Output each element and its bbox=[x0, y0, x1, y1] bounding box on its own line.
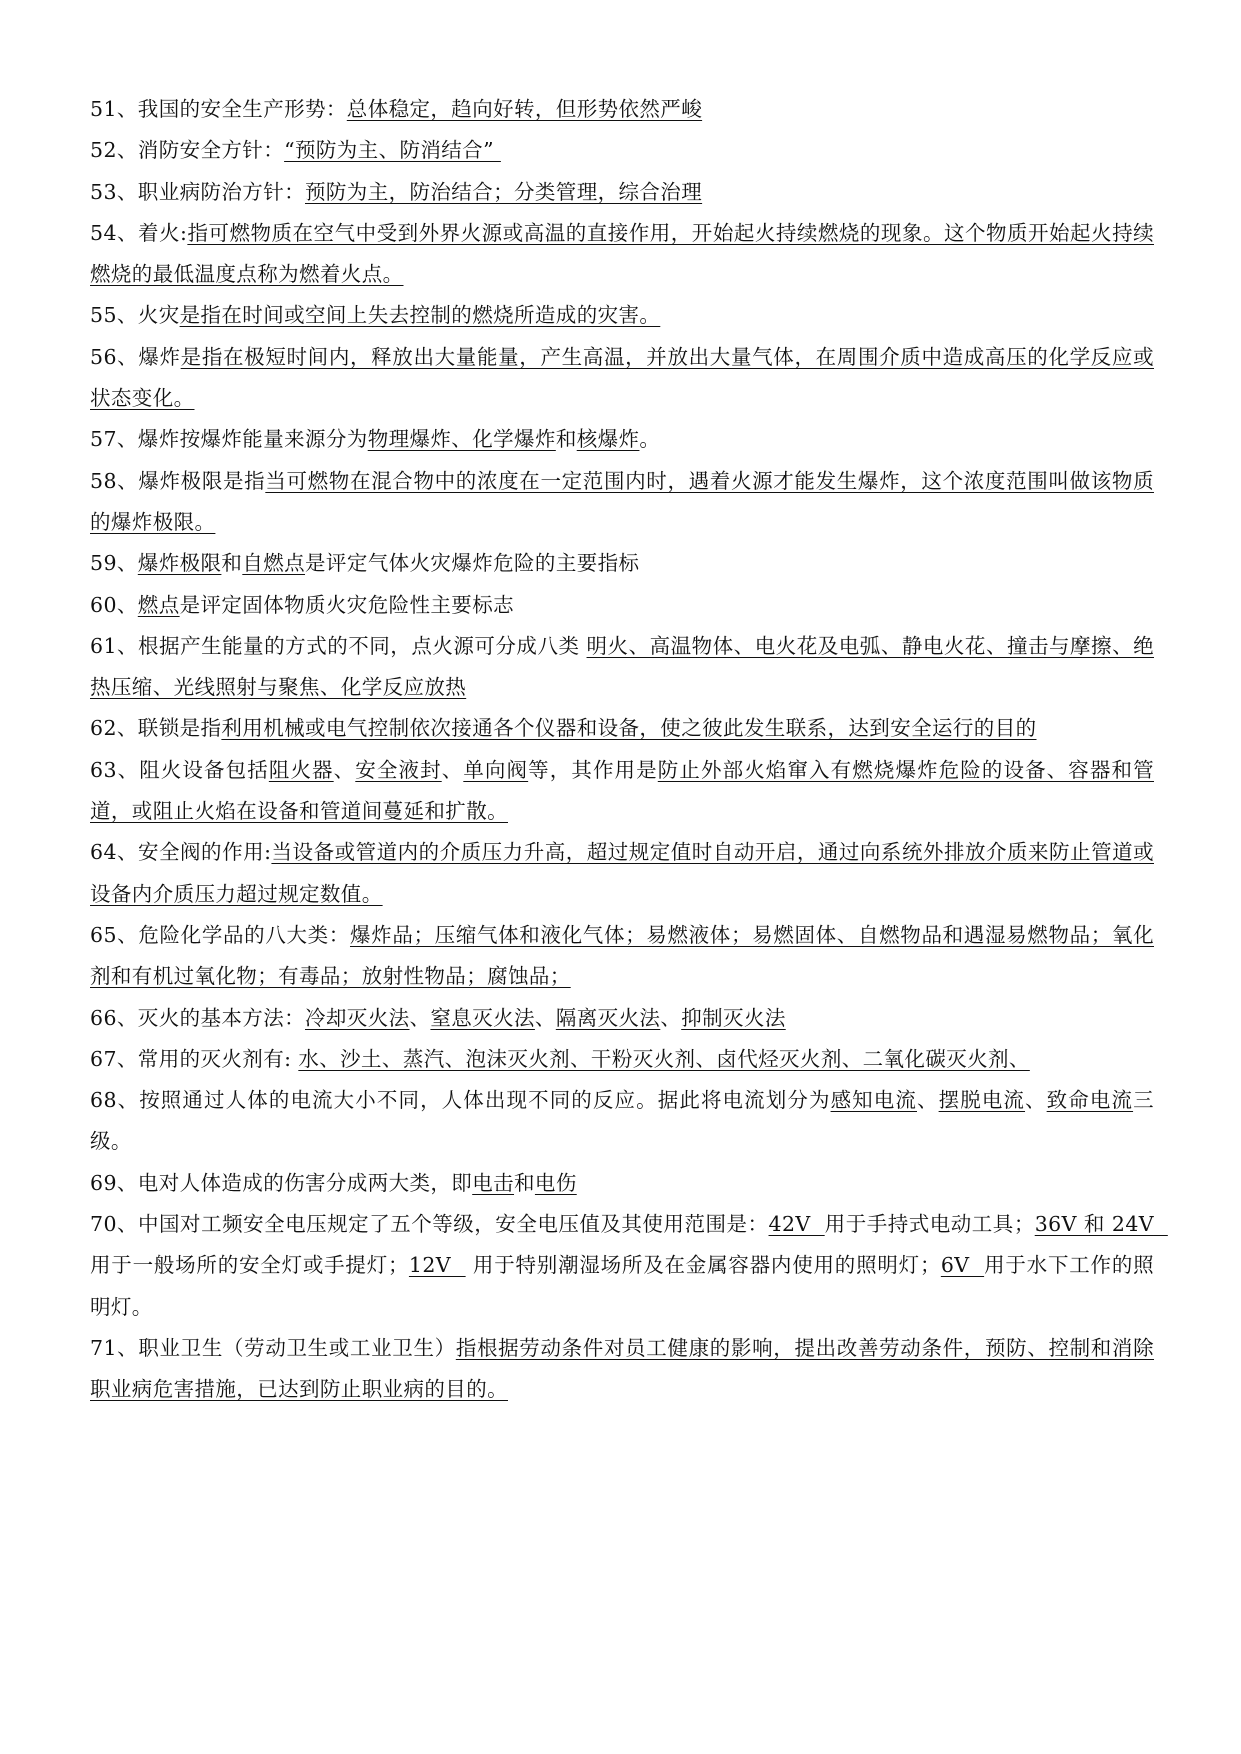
item-text: 、安全阀的作用: bbox=[116, 840, 272, 865]
item-text: 、常用的灭火剂有: bbox=[116, 1046, 299, 1071]
item-number: 51 bbox=[90, 97, 117, 121]
item-66 bbox=[90, 998, 1154, 1039]
item-59 bbox=[90, 543, 1154, 584]
item-67 bbox=[90, 1039, 1154, 1080]
item-text: 、 bbox=[116, 592, 138, 617]
item-text: 、我国的安全生产形势： bbox=[116, 97, 347, 121]
underlined-answer: 冷却灭火法 bbox=[305, 1005, 410, 1030]
item-text: 、爆炸按爆炸能量来源分为 bbox=[116, 427, 368, 452]
underlined-answer: 致命电流 bbox=[1046, 1088, 1134, 1113]
underlined-answer: 摆脱电流 bbox=[938, 1088, 1026, 1113]
underlined-answer: 自燃点 bbox=[242, 551, 306, 576]
item-text: 、 bbox=[333, 757, 356, 782]
underlined-answer: 预防为主，防治结合；分类管理，综合治理 bbox=[305, 179, 703, 204]
item-number: 63 bbox=[90, 757, 117, 782]
item-text: 三级。 bbox=[90, 1088, 1154, 1154]
underlined-answer: 当可燃物在混合物中的浓度在一定范围内时，遇着火源才能发生爆炸，这个浓度范围叫做该物质的爆炸极限。 bbox=[90, 468, 1154, 534]
item-number: 58 bbox=[90, 468, 117, 493]
item-69 bbox=[90, 1163, 1154, 1204]
item-number: 69 bbox=[90, 1170, 117, 1195]
item-text: 、电对人体造成的伤害分成两大类，即 bbox=[116, 1170, 473, 1195]
underlined-answer: 电击 bbox=[472, 1170, 515, 1195]
underlined-answer: 6V bbox=[940, 1253, 985, 1278]
item-55 bbox=[90, 295, 1154, 336]
item-text: 等，其作用是 bbox=[528, 757, 658, 782]
item-56 bbox=[90, 337, 1154, 420]
item-58 bbox=[90, 461, 1154, 544]
item-text: 用于手持式电动工具； bbox=[824, 1212, 1035, 1237]
item-number: 68 bbox=[90, 1088, 117, 1113]
item-51 bbox=[90, 89, 1154, 130]
item-62 bbox=[90, 708, 1154, 749]
item-number: 57 bbox=[90, 427, 117, 452]
item-text: 用于特别潮湿场所及在金属容器内使用的照明灯； bbox=[465, 1253, 941, 1278]
underlined-answer: 燃点 bbox=[137, 592, 180, 617]
item-60 bbox=[90, 585, 1154, 626]
item-text: 、爆炸 bbox=[116, 344, 181, 369]
item-text: 、着火: bbox=[116, 220, 188, 245]
item-number: 62 bbox=[90, 716, 117, 741]
item-number: 61 bbox=[90, 633, 117, 658]
item-number: 53 bbox=[90, 179, 117, 204]
item-text: 和 bbox=[514, 1170, 535, 1195]
item-text: 、职业病防治方针： bbox=[116, 179, 305, 204]
item-number: 67 bbox=[90, 1046, 117, 1071]
underlined-answer: 指可燃物质在空气中受到外界火源或高温的直接作用，开始起火持续燃烧的现象。这个物质开始起火持续燃烧的最低温度点称为燃着火点。 bbox=[90, 220, 1154, 287]
item-text: 、阻火设备包括 bbox=[116, 757, 269, 782]
underlined-answer: 是指在极短时间内，释放出大量能量，产生高温，并放出大量气体，在周围介质中造成高压的化学反应或状态变化。 bbox=[90, 344, 1154, 411]
item-text: 和 bbox=[555, 427, 577, 452]
item-text: 、火灾 bbox=[116, 303, 180, 328]
underlined-answer: 指根据劳动条件对员工健康的影响，提出改善劳动条件，预防、控制和消除职业病危害措施，已达到防止职业病的目的。 bbox=[90, 1335, 1155, 1402]
item-number: 70 bbox=[90, 1212, 117, 1237]
underlined-answer: 窒息灭火法 bbox=[430, 1005, 535, 1030]
item-52 bbox=[90, 130, 1154, 171]
item-text: 用于水下工作的照明灯。 bbox=[90, 1253, 1155, 1319]
underlined-answer: 感知电流 bbox=[830, 1088, 917, 1113]
underlined-answer: 爆炸品；压缩气体和液化气体；易燃液体；易燃固体、自燃物品和遇湿易燃物品；氧化剂和有机过氧化物；有毒品；放射性物品；腐蚀品； bbox=[90, 922, 1154, 989]
item-number: 54 bbox=[90, 220, 117, 245]
item-text: 、 bbox=[917, 1088, 939, 1113]
item-text: 、爆炸极限是指 bbox=[116, 468, 266, 493]
underlined-answer: 明火、高温物体、电火花及电弧、静电火花、撞击与摩擦、绝热压缩、光线照射与聚焦、化学反应放热 bbox=[90, 633, 1154, 700]
item-text: 、灭火的基本方法： bbox=[116, 1005, 305, 1030]
underlined-answer: 阻火器 bbox=[268, 757, 334, 782]
item-text: 、消防安全方针： bbox=[116, 138, 285, 163]
item-text: 、联锁是指 bbox=[116, 716, 222, 741]
item-number: 71 bbox=[90, 1335, 117, 1360]
underlined-answer: 42V bbox=[768, 1212, 825, 1237]
item-text: 、按照通过人体的电流大小不同，人体出现不同的反应。据此将电流划分为 bbox=[116, 1088, 831, 1113]
underlined-answer: 安全液封 bbox=[355, 757, 442, 782]
underlined-answer: 单向阀 bbox=[463, 757, 529, 782]
underlined-answer: 水、沙土、蒸汽、泡沫灭火剂、干粉灭火剂、卤代烃灭火剂、二氧化碳灭火剂、 bbox=[298, 1046, 1030, 1071]
underlined-answer: 防止外部火焰窜入有燃烧爆炸危险的设备、容器和管道，或阻止火焰在设备和管道间蔓延和扩散。 bbox=[90, 757, 1154, 824]
underlined-answer: 物理爆炸、化学爆炸 bbox=[367, 427, 556, 452]
item-text: 、 bbox=[116, 551, 138, 576]
item-71 bbox=[90, 1328, 1154, 1411]
item-text: 、根据产生能量的方式的不同，点火源可分成八类 bbox=[116, 633, 587, 658]
item-68 bbox=[90, 1080, 1154, 1163]
item-text: 、中国对工频安全电压规定了五个等级，安全电压值及其使用范围是： bbox=[116, 1212, 769, 1237]
item-text: 、职业卫生（劳动卫生或工业卫生） bbox=[116, 1335, 456, 1360]
item-number: 56 bbox=[90, 344, 117, 369]
underlined-answer: 36V 和 24V bbox=[1034, 1212, 1168, 1237]
underlined-answer: 爆炸极限 bbox=[137, 551, 222, 576]
item-number: 60 bbox=[90, 592, 117, 617]
item-text: 是评定气体火灾爆炸危险的主要指标 bbox=[305, 551, 640, 576]
underlined-answer: 总体稳定，趋向好转，但形势依然严峻 bbox=[346, 97, 703, 121]
item-text: 是评定固体物质火灾危险性主要标志 bbox=[179, 592, 515, 617]
item-text: 和 bbox=[221, 551, 243, 576]
item-57 bbox=[90, 419, 1154, 460]
item-text: 、 bbox=[534, 1005, 556, 1030]
document-page bbox=[90, 89, 1175, 1411]
item-65 bbox=[90, 915, 1154, 998]
item-number: 52 bbox=[90, 138, 117, 163]
item-text: 、 bbox=[1025, 1088, 1047, 1113]
item-54 bbox=[90, 213, 1154, 296]
item-number: 66 bbox=[90, 1005, 117, 1030]
item-63 bbox=[90, 750, 1154, 833]
item-text: 、 bbox=[441, 757, 464, 782]
item-text: 、 bbox=[660, 1005, 682, 1030]
underlined-answer: 抑制灭火法 bbox=[681, 1005, 786, 1030]
item-61 bbox=[90, 626, 1154, 709]
underlined-answer: “预防为主、防消结合” bbox=[284, 138, 501, 163]
item-number: 59 bbox=[90, 551, 117, 576]
underlined-answer: 隔离灭火法 bbox=[555, 1005, 661, 1030]
item-number: 55 bbox=[90, 303, 117, 328]
underlined-answer: 核爆炸 bbox=[576, 427, 640, 452]
underlined-answer: 是指在时间或空间上失去控制的燃烧所造成的灾害。 bbox=[179, 303, 661, 328]
item-64 bbox=[90, 832, 1154, 915]
underlined-answer: 当设备或管道内的介质压力升高，超过规定值时自动开启，通过向系统外排放介质来防止管道或设备内介质压力超过规定数值。 bbox=[90, 840, 1154, 906]
item-text: 。 bbox=[639, 427, 661, 452]
item-text: 用于一般场所的安全灯或手提灯； bbox=[90, 1212, 1175, 1278]
item-text: 、危险化学品的八大类： bbox=[116, 922, 350, 947]
item-number: 64 bbox=[90, 840, 117, 865]
underlined-answer: 12V bbox=[408, 1253, 466, 1278]
item-number: 65 bbox=[90, 922, 117, 947]
item-53 bbox=[90, 172, 1154, 213]
underlined-answer: 电伤 bbox=[534, 1170, 577, 1195]
item-text: 、 bbox=[409, 1005, 431, 1030]
underlined-answer: 利用机械或电气控制依次接通各个仪器和设备，使之彼此发生联系，达到安全运行的目的 bbox=[221, 716, 1037, 741]
item-70 bbox=[90, 1204, 1175, 1328]
